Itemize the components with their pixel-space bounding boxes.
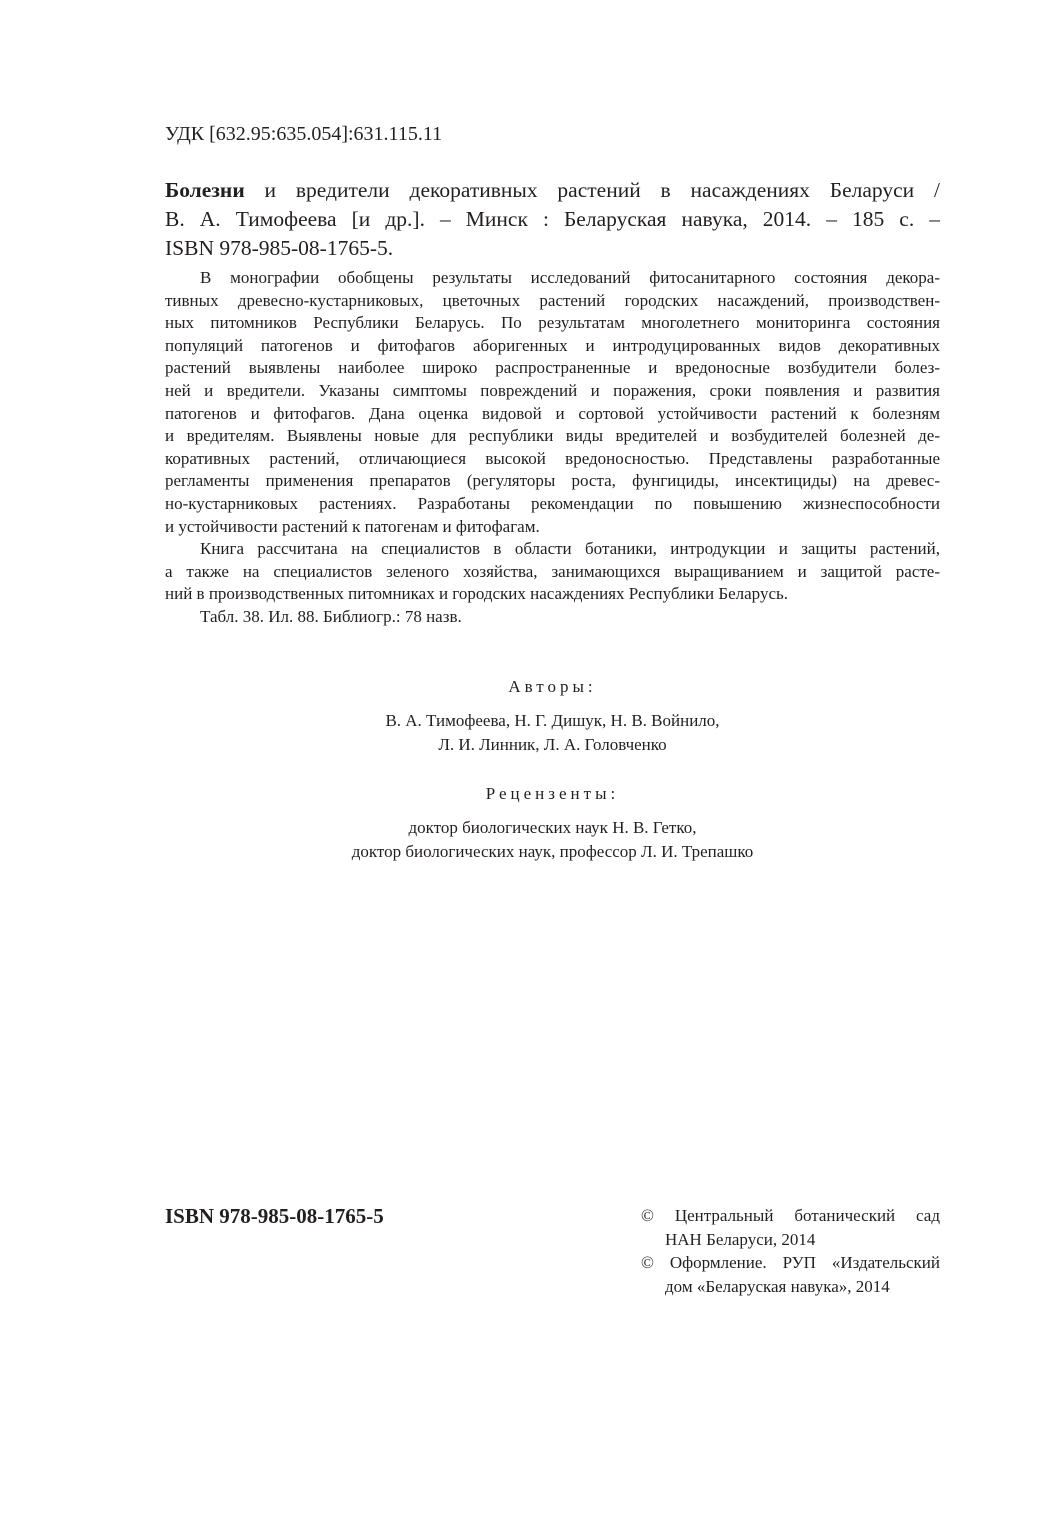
- abstract-line: патогенов и фитофагов. Дана оценка видовой и сортовой устойчивости растений к болезням: [165, 403, 940, 423]
- reviewers-heading: Рецензенты:: [485, 784, 620, 803]
- abstract-line: регламенты применения препаратов (регуляторы роста, фунгициды, инсектициды) на древес-: [165, 471, 940, 491]
- abstract-line: коративных растений, отличающиеся высокой вредоносностью. Представлены разработанные: [165, 448, 940, 468]
- bib-line-2: В. А. Тимофеева [и др.]. – Минск : Беларуская навука, 2014. – 185 с. –: [165, 207, 940, 231]
- copyright-block: [641, 1204, 940, 1298]
- copyright-line-4: дом «Беларуская навука», 2014: [665, 1276, 890, 1296]
- reviewers-section: [165, 782, 940, 864]
- authors-heading: Авторы:: [508, 677, 597, 696]
- copyright-line-3: © Оформление. РУП «Издательский: [641, 1253, 940, 1272]
- abstract-line: а также на специалистов зеленого хозяйства, занимающихся выращиванием и защитой расте-: [165, 561, 940, 581]
- udk-code: УДК [632.95:635.054]:631.115.11: [165, 123, 443, 145]
- abstract-line: ных питомников Республики Беларусь. По результатам многолетнего мониторинга состояния: [165, 313, 940, 333]
- reviewers-line-1: доктор биологических наук Н. В. Гетко,: [408, 818, 697, 837]
- isbn-number: ISBN 978-985-08-1765-5: [165, 1204, 384, 1228]
- bib-line-1: [165, 176, 940, 205]
- abstract-line: растений выявлены наиболее широко распространенные и вредоносные возбудители болез-: [165, 358, 940, 378]
- copyright-line-1: © Центральный ботанический сад: [641, 1206, 940, 1225]
- bib-line-3: ISBN 978-985-08-1765-5.: [165, 236, 394, 260]
- abstract-line: ней и вредители. Указаны симптомы повреждений и поражения, сроки появления и развития: [165, 380, 940, 400]
- abstract-stats: Табл. 38. Ил. 88. Библиогр.: 78 назв.: [200, 606, 462, 626]
- abstract-line: популяций патогенов и фитофагов аборигенных и интродуцированных видов декоративных: [165, 335, 940, 355]
- copyright-line-2: НАН Беларуси, 2014: [665, 1229, 816, 1249]
- authors-line-1: В. А. Тимофеева, Н. Г. Дишук, Н. В. Войнило,: [385, 711, 720, 730]
- abstract-line: В монографии обобщены результаты исследований фитосанитарного состояния декора-: [200, 268, 940, 287]
- abstract-line: Книга рассчитана на специалистов в области ботаники, интродукции и защиты растений,: [200, 539, 940, 559]
- abstract-line: но-кустарниковых растениях. Разработаны рекомендации по повышению жизнеспособности: [165, 493, 940, 513]
- reviewers-line-2: доктор биологических наук, профессор Л. И. Трепашко: [351, 842, 754, 861]
- bibliographic-record: [165, 176, 940, 263]
- authors-section: [165, 675, 940, 757]
- abstract-line: тивных древесно-кустарниковых, цветочных растений городских насаждений, производствен-: [165, 290, 940, 310]
- book-title-bold: Болезни: [165, 178, 245, 202]
- abstract-line: и устойчивости растений к патогенам и фитофагам.: [165, 516, 540, 536]
- abstract-line: и вредителям. Выявлены новые для республики виды вредителей и возбудителей болезней де-: [165, 426, 940, 446]
- abstract-line: ний в производственных питомниках и городских насаждениях Республики Беларусь.: [165, 584, 788, 604]
- abstract: [165, 267, 940, 629]
- bib-line-1-rest: и вредители декоративных растений в насаждениях Беларуси /: [244, 178, 940, 202]
- authors-line-2: Л. И. Линник, Л. А. Головченко: [438, 735, 667, 754]
